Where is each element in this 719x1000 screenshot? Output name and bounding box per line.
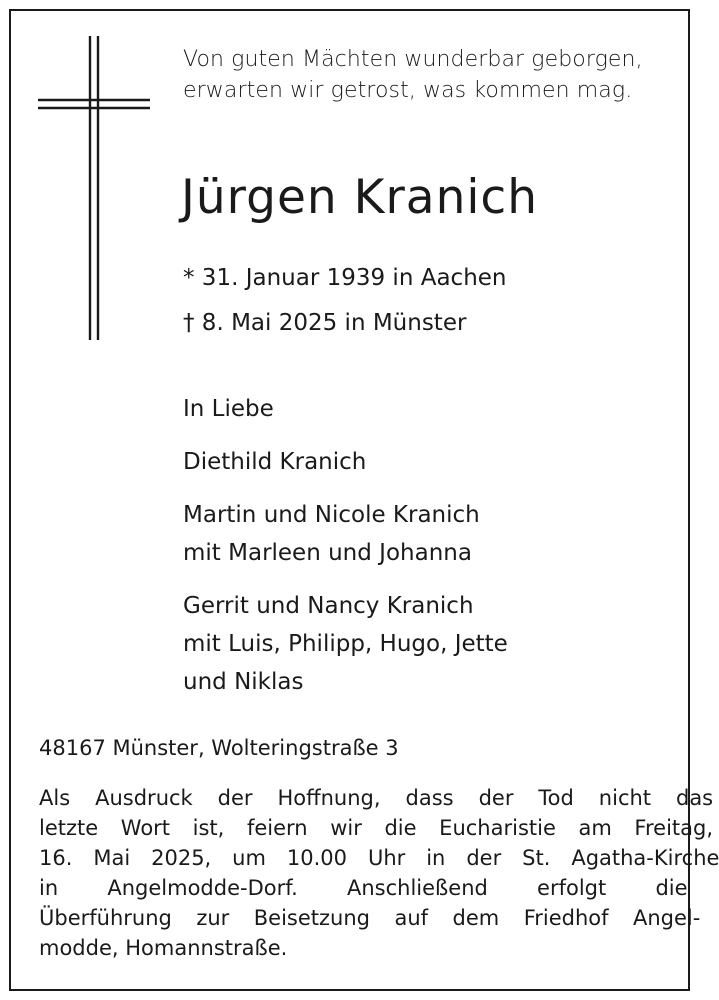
motto (183, 44, 673, 106)
notice-line: letzte Wort ist, feiern wir die Eucharistie am Freitag, (39, 816, 714, 840)
notice-line: Als Ausdruck der Hoffnung, dass der Tod nicht das (39, 786, 714, 810)
mourners-intro (183, 390, 508, 428)
deceased-name: Jürgen Kranich (181, 170, 539, 225)
notice-line: Überführung zur Beisetzung auf dem Friedhof Angel- (39, 906, 701, 930)
mourner-group (183, 443, 508, 481)
service-notice (39, 783, 719, 963)
intro-text: In Liebe (183, 396, 274, 422)
motto-line: Von guten Mächten wunderbar geborgen, (183, 47, 643, 72)
mourner-line: Martin und Nicole Kranich (183, 502, 480, 528)
cross-icon (36, 36, 152, 340)
death-date: † 8. Mai 2025 in Münster (183, 310, 467, 336)
notice-line: 16. Mai 2025, um 10.00 Uhr in der St. Agatha-Kirche (39, 846, 719, 870)
motto-line: erwarten wir getrost, was kommen mag. (183, 78, 633, 103)
mourner-line: Diethild Kranich (183, 449, 367, 475)
mourners (183, 390, 508, 716)
mourner-group (183, 587, 508, 701)
address: 48167 Münster, Wolteringstraße 3 (39, 736, 399, 760)
mourner-line: mit Luis, Philipp, Hugo, Jette (183, 631, 508, 657)
life-dates (183, 256, 507, 346)
mourner-line: Gerrit und Nancy Kranich (183, 593, 474, 619)
mourner-group (183, 496, 508, 572)
mourner-line: und Niklas (183, 669, 304, 695)
mourner-line: mit Marleen und Johanna (183, 540, 472, 566)
notice-line: modde, Homannstraße. (39, 936, 288, 960)
birth-date: * 31. Januar 1939 in Aachen (183, 265, 507, 291)
notice-line: in Angelmodde-Dorf. Anschließend erfolgt die (39, 876, 688, 900)
